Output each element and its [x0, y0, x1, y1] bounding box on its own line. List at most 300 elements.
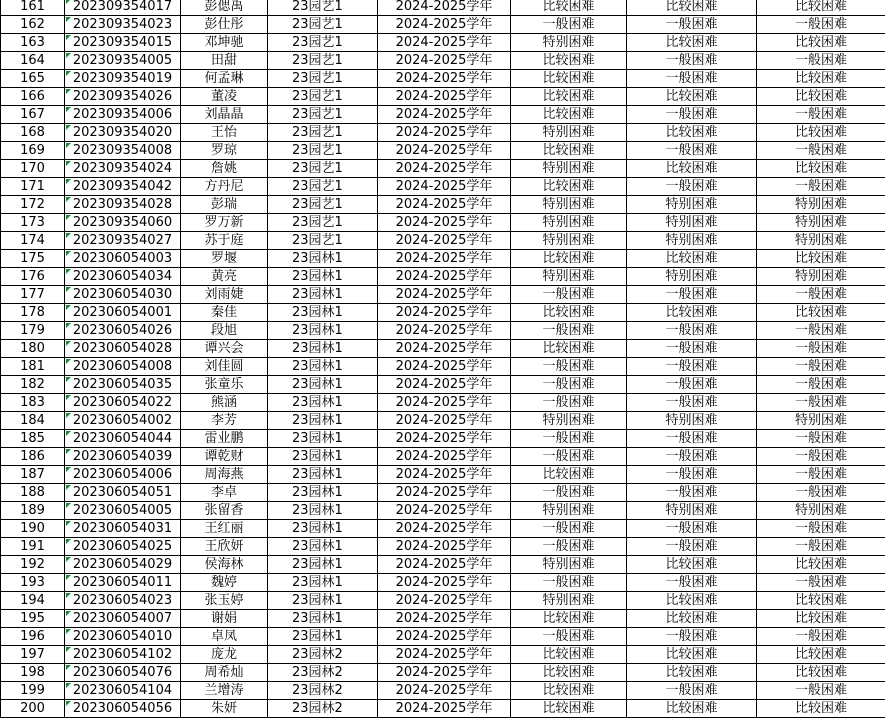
difficulty-level-2-cell[interactable]: 一般困难 [627, 682, 757, 700]
row-number-cell[interactable]: 173 [1, 214, 65, 232]
difficulty-level-2-cell[interactable]: 比较困难 [627, 646, 757, 664]
school-year-cell[interactable]: 2024-2025学年 [378, 106, 511, 124]
student-id-cell[interactable] [65, 412, 181, 430]
difficulty-level-2-cell[interactable]: 一般困难 [627, 340, 757, 358]
difficulty-level-3-cell[interactable]: 一般困难 [757, 466, 885, 484]
student-name-cell[interactable]: 彭仕彤 [181, 16, 268, 34]
class-cell[interactable]: 23园艺1 [268, 34, 378, 52]
school-year-cell[interactable]: 2024-2025学年 [378, 196, 511, 214]
school-year-cell[interactable]: 2024-2025学年 [378, 304, 511, 322]
row-number-cell[interactable]: 166 [1, 88, 65, 106]
difficulty-level-2-cell[interactable]: 一般困难 [627, 466, 757, 484]
student-id-cell[interactable] [65, 232, 181, 250]
school-year-cell[interactable]: 2024-2025学年 [378, 16, 511, 34]
difficulty-level-2-cell[interactable]: 一般困难 [627, 52, 757, 70]
student-id-cell[interactable] [65, 484, 181, 502]
row-number-cell[interactable]: 187 [1, 466, 65, 484]
difficulty-level-2-cell[interactable]: 一般困难 [627, 106, 757, 124]
difficulty-level-1-cell[interactable]: 比较困难 [511, 0, 627, 16]
class-cell[interactable]: 23园林1 [268, 304, 378, 322]
student-id-cell[interactable] [65, 250, 181, 268]
school-year-cell[interactable]: 2024-2025学年 [378, 0, 511, 16]
difficulty-level-3-cell[interactable]: 比较困难 [757, 610, 885, 628]
student-name-cell[interactable]: 张留香 [181, 502, 268, 520]
difficulty-level-2-cell[interactable]: 特别困难 [627, 214, 757, 232]
student-id-cell[interactable] [65, 160, 181, 178]
row-number-cell[interactable]: 184 [1, 412, 65, 430]
difficulty-level-1-cell[interactable]: 比较困难 [511, 646, 627, 664]
student-id-cell[interactable] [65, 538, 181, 556]
difficulty-level-1-cell[interactable]: 一般困难 [511, 430, 627, 448]
difficulty-level-2-cell[interactable]: 一般困难 [627, 574, 757, 592]
difficulty-level-3-cell[interactable]: 比较困难 [757, 646, 885, 664]
school-year-cell[interactable]: 2024-2025学年 [378, 682, 511, 700]
school-year-cell[interactable]: 2024-2025学年 [378, 412, 511, 430]
difficulty-level-2-cell[interactable]: 比较困难 [627, 160, 757, 178]
difficulty-level-2-cell[interactable]: 一般困难 [627, 628, 757, 646]
row-number-cell[interactable]: 164 [1, 52, 65, 70]
student-id-cell[interactable] [65, 646, 181, 664]
student-id-cell[interactable] [65, 502, 181, 520]
school-year-cell[interactable]: 2024-2025学年 [378, 70, 511, 88]
row-number-cell[interactable]: 176 [1, 268, 65, 286]
student-name-cell[interactable]: 李卓 [181, 484, 268, 502]
class-cell[interactable]: 23园林1 [268, 592, 378, 610]
student-id-cell[interactable] [65, 214, 181, 232]
student-id-cell[interactable] [65, 106, 181, 124]
student-name-cell[interactable]: 董凌 [181, 88, 268, 106]
row-number-cell[interactable]: 171 [1, 178, 65, 196]
school-year-cell[interactable]: 2024-2025学年 [378, 430, 511, 448]
difficulty-level-1-cell[interactable]: 一般困难 [511, 358, 627, 376]
student-id-cell[interactable] [65, 700, 181, 718]
difficulty-level-1-cell[interactable]: 比较困难 [511, 700, 627, 718]
difficulty-level-2-cell[interactable]: 一般困难 [627, 484, 757, 502]
school-year-cell[interactable]: 2024-2025学年 [378, 52, 511, 70]
school-year-cell[interactable]: 2024-2025学年 [378, 340, 511, 358]
difficulty-level-2-cell[interactable]: 一般困难 [627, 70, 757, 88]
student-id-cell[interactable] [65, 376, 181, 394]
difficulty-level-3-cell[interactable]: 特别困难 [757, 412, 885, 430]
difficulty-level-1-cell[interactable]: 比较困难 [511, 466, 627, 484]
student-id-cell[interactable] [65, 268, 181, 286]
difficulty-level-1-cell[interactable]: 比较困难 [511, 304, 627, 322]
school-year-cell[interactable]: 2024-2025学年 [378, 664, 511, 682]
difficulty-level-3-cell[interactable]: 特别困难 [757, 232, 885, 250]
difficulty-level-2-cell[interactable]: 一般困难 [627, 358, 757, 376]
difficulty-level-2-cell[interactable]: 一般困难 [627, 322, 757, 340]
difficulty-level-1-cell[interactable]: 特别困难 [511, 412, 627, 430]
difficulty-level-3-cell[interactable]: 一般困难 [757, 538, 885, 556]
row-number-cell[interactable]: 162 [1, 16, 65, 34]
difficulty-level-3-cell[interactable]: 一般困难 [757, 322, 885, 340]
difficulty-level-2-cell[interactable]: 一般困难 [627, 16, 757, 34]
class-cell[interactable]: 23园林1 [268, 268, 378, 286]
difficulty-level-2-cell[interactable]: 比较困难 [627, 664, 757, 682]
difficulty-level-3-cell[interactable]: 比较困难 [757, 700, 885, 718]
student-id-cell[interactable] [65, 34, 181, 52]
student-name-cell[interactable]: 卓凤 [181, 628, 268, 646]
student-id-cell[interactable] [65, 142, 181, 160]
class-cell[interactable]: 23园艺1 [268, 124, 378, 142]
difficulty-level-3-cell[interactable]: 一般困难 [757, 142, 885, 160]
class-cell[interactable]: 23园林1 [268, 628, 378, 646]
difficulty-level-3-cell[interactable]: 比较困难 [757, 34, 885, 52]
difficulty-level-2-cell[interactable]: 比较困难 [627, 124, 757, 142]
student-id-cell[interactable] [65, 574, 181, 592]
difficulty-level-1-cell[interactable]: 一般困难 [511, 286, 627, 304]
difficulty-level-1-cell[interactable]: 比较困难 [511, 106, 627, 124]
student-id-cell[interactable] [65, 16, 181, 34]
difficulty-level-3-cell[interactable]: 一般困难 [757, 628, 885, 646]
class-cell[interactable]: 23园林2 [268, 646, 378, 664]
student-id-cell[interactable] [65, 358, 181, 376]
row-number-cell[interactable]: 199 [1, 682, 65, 700]
student-id-cell[interactable] [65, 70, 181, 88]
difficulty-level-3-cell[interactable]: 一般困难 [757, 358, 885, 376]
row-number-cell[interactable]: 196 [1, 628, 65, 646]
class-cell[interactable]: 23园林1 [268, 610, 378, 628]
difficulty-level-1-cell[interactable]: 特别困难 [511, 160, 627, 178]
class-cell[interactable]: 23园林1 [268, 556, 378, 574]
difficulty-level-2-cell[interactable]: 一般困难 [627, 376, 757, 394]
class-cell[interactable]: 23园林1 [268, 430, 378, 448]
student-name-cell[interactable]: 罗万新 [181, 214, 268, 232]
row-number-cell[interactable]: 185 [1, 430, 65, 448]
student-name-cell[interactable]: 王欣妍 [181, 538, 268, 556]
student-id-cell[interactable] [65, 322, 181, 340]
class-cell[interactable]: 23园林2 [268, 682, 378, 700]
difficulty-level-3-cell[interactable]: 比较困难 [757, 592, 885, 610]
row-number-cell[interactable]: 189 [1, 502, 65, 520]
difficulty-level-3-cell[interactable]: 一般困难 [757, 484, 885, 502]
difficulty-level-1-cell[interactable]: 特别困难 [511, 502, 627, 520]
school-year-cell[interactable]: 2024-2025学年 [378, 142, 511, 160]
difficulty-level-1-cell[interactable]: 一般困难 [511, 484, 627, 502]
student-id-cell[interactable] [65, 466, 181, 484]
difficulty-level-3-cell[interactable]: 比较困难 [757, 0, 885, 16]
difficulty-level-2-cell[interactable]: 比较困难 [627, 250, 757, 268]
difficulty-level-3-cell[interactable]: 一般困难 [757, 178, 885, 196]
school-year-cell[interactable]: 2024-2025学年 [378, 502, 511, 520]
difficulty-level-3-cell[interactable]: 一般困难 [757, 340, 885, 358]
difficulty-level-1-cell[interactable]: 一般困难 [511, 520, 627, 538]
difficulty-level-2-cell[interactable]: 比较困难 [627, 700, 757, 718]
row-number-cell[interactable]: 179 [1, 322, 65, 340]
class-cell[interactable]: 23园林2 [268, 700, 378, 718]
class-cell[interactable]: 23园林1 [268, 466, 378, 484]
difficulty-level-1-cell[interactable]: 特别困难 [511, 592, 627, 610]
school-year-cell[interactable]: 2024-2025学年 [378, 34, 511, 52]
row-number-cell[interactable]: 170 [1, 160, 65, 178]
difficulty-level-2-cell[interactable]: 特别困难 [627, 412, 757, 430]
school-year-cell[interactable]: 2024-2025学年 [378, 538, 511, 556]
difficulty-level-2-cell[interactable]: 一般困难 [627, 286, 757, 304]
difficulty-level-1-cell[interactable]: 特别困难 [511, 196, 627, 214]
student-id-cell[interactable] [65, 664, 181, 682]
class-cell[interactable]: 23园林1 [268, 322, 378, 340]
row-number-cell[interactable]: 178 [1, 304, 65, 322]
class-cell[interactable]: 23园林1 [268, 538, 378, 556]
difficulty-level-1-cell[interactable]: 比较困难 [511, 52, 627, 70]
student-name-cell[interactable]: 王怡 [181, 124, 268, 142]
class-cell[interactable]: 23园艺1 [268, 106, 378, 124]
school-year-cell[interactable]: 2024-2025学年 [378, 322, 511, 340]
difficulty-level-3-cell[interactable]: 比较困难 [757, 556, 885, 574]
difficulty-level-1-cell[interactable]: 特别困难 [511, 556, 627, 574]
student-name-cell[interactable]: 谭兴会 [181, 340, 268, 358]
row-number-cell[interactable]: 191 [1, 538, 65, 556]
row-number-cell[interactable]: 181 [1, 358, 65, 376]
student-id-cell[interactable] [65, 178, 181, 196]
student-id-cell[interactable] [65, 124, 181, 142]
student-id-cell[interactable] [65, 556, 181, 574]
school-year-cell[interactable]: 2024-2025学年 [378, 448, 511, 466]
class-cell[interactable]: 23园林1 [268, 394, 378, 412]
difficulty-level-3-cell[interactable]: 一般困难 [757, 574, 885, 592]
difficulty-level-3-cell[interactable]: 比较困难 [757, 250, 885, 268]
class-cell[interactable]: 23园艺1 [268, 160, 378, 178]
school-year-cell[interactable]: 2024-2025学年 [378, 394, 511, 412]
difficulty-level-1-cell[interactable]: 一般困难 [511, 394, 627, 412]
student-id-cell[interactable] [65, 682, 181, 700]
class-cell[interactable]: 23园艺1 [268, 196, 378, 214]
school-year-cell[interactable]: 2024-2025学年 [378, 376, 511, 394]
class-cell[interactable]: 23园艺1 [268, 16, 378, 34]
student-name-cell[interactable]: 张童乐 [181, 376, 268, 394]
difficulty-level-2-cell[interactable]: 比较困难 [627, 610, 757, 628]
student-id-cell[interactable] [65, 196, 181, 214]
school-year-cell[interactable]: 2024-2025学年 [378, 592, 511, 610]
difficulty-level-2-cell[interactable]: 特别困难 [627, 196, 757, 214]
difficulty-level-3-cell[interactable]: 特别困难 [757, 196, 885, 214]
difficulty-level-1-cell[interactable]: 比较困难 [511, 664, 627, 682]
school-year-cell[interactable]: 2024-2025学年 [378, 214, 511, 232]
row-number-cell[interactable]: 197 [1, 646, 65, 664]
class-cell[interactable]: 23园艺1 [268, 88, 378, 106]
student-id-cell[interactable] [65, 0, 181, 16]
difficulty-level-2-cell[interactable]: 特别困难 [627, 268, 757, 286]
row-number-cell[interactable]: 165 [1, 70, 65, 88]
student-id-cell[interactable] [65, 592, 181, 610]
school-year-cell[interactable]: 2024-2025学年 [378, 268, 511, 286]
class-cell[interactable]: 23园林1 [268, 484, 378, 502]
difficulty-level-1-cell[interactable]: 比较困难 [511, 610, 627, 628]
difficulty-level-3-cell[interactable]: 比较困难 [757, 88, 885, 106]
class-cell[interactable]: 23园艺1 [268, 0, 378, 16]
difficulty-level-3-cell[interactable]: 一般困难 [757, 682, 885, 700]
row-number-cell[interactable]: 172 [1, 196, 65, 214]
school-year-cell[interactable]: 2024-2025学年 [378, 574, 511, 592]
class-cell[interactable]: 23园林1 [268, 574, 378, 592]
class-cell[interactable]: 23园林1 [268, 286, 378, 304]
student-id-cell[interactable] [65, 340, 181, 358]
school-year-cell[interactable]: 2024-2025学年 [378, 232, 511, 250]
difficulty-level-1-cell[interactable]: 比较困难 [511, 178, 627, 196]
student-name-cell[interactable]: 方丹尼 [181, 178, 268, 196]
school-year-cell[interactable]: 2024-2025学年 [378, 358, 511, 376]
class-cell[interactable]: 23园艺1 [268, 178, 378, 196]
difficulty-level-3-cell[interactable]: 比较困难 [757, 70, 885, 88]
difficulty-level-2-cell[interactable]: 比较困难 [627, 592, 757, 610]
student-name-cell[interactable]: 周海燕 [181, 466, 268, 484]
difficulty-level-3-cell[interactable]: 一般困难 [757, 520, 885, 538]
student-name-cell[interactable]: 李芳 [181, 412, 268, 430]
row-number-cell[interactable]: 163 [1, 34, 65, 52]
student-id-cell[interactable] [65, 394, 181, 412]
class-cell[interactable]: 23园林1 [268, 520, 378, 538]
school-year-cell[interactable]: 2024-2025学年 [378, 700, 511, 718]
difficulty-level-1-cell[interactable]: 特别困难 [511, 214, 627, 232]
row-number-cell[interactable]: 167 [1, 106, 65, 124]
student-name-cell[interactable]: 秦佳 [181, 304, 268, 322]
student-name-cell[interactable]: 彭偲禹 [181, 0, 268, 16]
class-cell[interactable]: 23园林1 [268, 340, 378, 358]
row-number-cell[interactable]: 180 [1, 340, 65, 358]
school-year-cell[interactable]: 2024-2025学年 [378, 160, 511, 178]
school-year-cell[interactable]: 2024-2025学年 [378, 610, 511, 628]
student-name-cell[interactable]: 邓坤驰 [181, 34, 268, 52]
school-year-cell[interactable]: 2024-2025学年 [378, 286, 511, 304]
class-cell[interactable]: 23园林1 [268, 358, 378, 376]
difficulty-level-3-cell[interactable]: 比较困难 [757, 664, 885, 682]
school-year-cell[interactable]: 2024-2025学年 [378, 178, 511, 196]
difficulty-level-2-cell[interactable]: 一般困难 [627, 394, 757, 412]
class-cell[interactable]: 23园林1 [268, 448, 378, 466]
difficulty-level-3-cell[interactable]: 一般困难 [757, 16, 885, 34]
class-cell[interactable]: 23园艺1 [268, 232, 378, 250]
school-year-cell[interactable]: 2024-2025学年 [378, 88, 511, 106]
difficulty-level-3-cell[interactable]: 一般困难 [757, 376, 885, 394]
school-year-cell[interactable]: 2024-2025学年 [378, 124, 511, 142]
student-name-cell[interactable]: 魏婷 [181, 574, 268, 592]
student-name-cell[interactable]: 侯海林 [181, 556, 268, 574]
row-number-cell[interactable]: 186 [1, 448, 65, 466]
row-number-cell[interactable]: 174 [1, 232, 65, 250]
student-id-cell[interactable] [65, 610, 181, 628]
class-cell[interactable]: 23园艺1 [268, 214, 378, 232]
student-name-cell[interactable]: 何孟琳 [181, 70, 268, 88]
difficulty-level-1-cell[interactable]: 特别困难 [511, 268, 627, 286]
student-name-cell[interactable]: 朱妍 [181, 700, 268, 718]
difficulty-level-2-cell[interactable]: 特别困难 [627, 232, 757, 250]
student-name-cell[interactable]: 熊涵 [181, 394, 268, 412]
difficulty-level-1-cell[interactable]: 一般困难 [511, 574, 627, 592]
difficulty-level-2-cell[interactable]: 特别困难 [627, 502, 757, 520]
difficulty-level-2-cell[interactable]: 一般困难 [627, 538, 757, 556]
difficulty-level-3-cell[interactable]: 一般困难 [757, 430, 885, 448]
difficulty-level-2-cell[interactable]: 一般困难 [627, 448, 757, 466]
difficulty-level-1-cell[interactable]: 比较困难 [511, 70, 627, 88]
student-id-cell[interactable] [65, 52, 181, 70]
student-name-cell[interactable]: 庞龙 [181, 646, 268, 664]
class-cell[interactable]: 23园林1 [268, 502, 378, 520]
student-name-cell[interactable]: 刘晶晶 [181, 106, 268, 124]
class-cell[interactable]: 23园艺1 [268, 70, 378, 88]
difficulty-level-2-cell[interactable]: 比较困难 [627, 556, 757, 574]
row-number-cell[interactable]: 200 [1, 700, 65, 718]
student-id-cell[interactable] [65, 628, 181, 646]
school-year-cell[interactable]: 2024-2025学年 [378, 646, 511, 664]
student-id-cell[interactable] [65, 520, 181, 538]
difficulty-level-1-cell[interactable]: 比较困难 [511, 250, 627, 268]
difficulty-level-3-cell[interactable]: 比较困难 [757, 160, 885, 178]
student-name-cell[interactable]: 罗琼 [181, 142, 268, 160]
row-number-cell[interactable]: 188 [1, 484, 65, 502]
row-number-cell[interactable]: 198 [1, 664, 65, 682]
row-number-cell[interactable]: 190 [1, 520, 65, 538]
student-name-cell[interactable]: 谭乾财 [181, 448, 268, 466]
difficulty-level-1-cell[interactable]: 特别困难 [511, 232, 627, 250]
difficulty-level-1-cell[interactable]: 比较困难 [511, 682, 627, 700]
difficulty-level-1-cell[interactable]: 特别困难 [511, 34, 627, 52]
difficulty-level-3-cell[interactable]: 特别困难 [757, 502, 885, 520]
difficulty-level-2-cell[interactable]: 一般困难 [627, 520, 757, 538]
school-year-cell[interactable]: 2024-2025学年 [378, 250, 511, 268]
school-year-cell[interactable]: 2024-2025学年 [378, 484, 511, 502]
difficulty-level-3-cell[interactable]: 特别困难 [757, 268, 885, 286]
difficulty-level-2-cell[interactable]: 比较困难 [627, 0, 757, 16]
school-year-cell[interactable]: 2024-2025学年 [378, 556, 511, 574]
class-cell[interactable]: 23园艺1 [268, 52, 378, 70]
student-id-cell[interactable] [65, 448, 181, 466]
difficulty-level-3-cell[interactable]: 比较困难 [757, 124, 885, 142]
class-cell[interactable]: 23园林1 [268, 250, 378, 268]
difficulty-level-3-cell[interactable]: 一般困难 [757, 448, 885, 466]
student-name-cell[interactable]: 罗堰 [181, 250, 268, 268]
difficulty-level-1-cell[interactable]: 比较困难 [511, 340, 627, 358]
row-number-cell[interactable]: 194 [1, 592, 65, 610]
row-number-cell[interactable]: 195 [1, 610, 65, 628]
difficulty-level-1-cell[interactable]: 一般困难 [511, 538, 627, 556]
difficulty-level-2-cell[interactable]: 比较困难 [627, 34, 757, 52]
student-name-cell[interactable]: 雷业鹏 [181, 430, 268, 448]
student-name-cell[interactable]: 田甜 [181, 52, 268, 70]
student-name-cell[interactable]: 周希灿 [181, 664, 268, 682]
school-year-cell[interactable]: 2024-2025学年 [378, 466, 511, 484]
row-number-cell[interactable]: 169 [1, 142, 65, 160]
class-cell[interactable]: 23园林1 [268, 376, 378, 394]
difficulty-level-3-cell[interactable]: 一般困难 [757, 106, 885, 124]
difficulty-level-3-cell[interactable]: 一般困难 [757, 286, 885, 304]
difficulty-level-2-cell[interactable]: 比较困难 [627, 88, 757, 106]
difficulty-level-2-cell[interactable]: 一般困难 [627, 178, 757, 196]
difficulty-level-3-cell[interactable]: 特别困难 [757, 214, 885, 232]
student-name-cell[interactable]: 段旭 [181, 322, 268, 340]
student-name-cell[interactable]: 黄亮 [181, 268, 268, 286]
difficulty-level-1-cell[interactable]: 一般困难 [511, 322, 627, 340]
student-name-cell[interactable]: 苏于庭 [181, 232, 268, 250]
student-name-cell[interactable]: 刘佳圆 [181, 358, 268, 376]
school-year-cell[interactable]: 2024-2025学年 [378, 628, 511, 646]
row-number-cell[interactable]: 168 [1, 124, 65, 142]
student-id-cell[interactable] [65, 88, 181, 106]
row-number-cell[interactable]: 177 [1, 286, 65, 304]
difficulty-level-1-cell[interactable]: 一般困难 [511, 376, 627, 394]
student-id-cell[interactable] [65, 430, 181, 448]
row-number-cell[interactable]: 175 [1, 250, 65, 268]
difficulty-level-1-cell[interactable]: 一般困难 [511, 628, 627, 646]
difficulty-level-2-cell[interactable]: 一般困难 [627, 430, 757, 448]
student-name-cell[interactable]: 詹姚 [181, 160, 268, 178]
difficulty-level-1-cell[interactable]: 比较困难 [511, 88, 627, 106]
row-number-cell[interactable]: 161 [1, 0, 65, 16]
row-number-cell[interactable]: 182 [1, 376, 65, 394]
difficulty-level-1-cell[interactable]: 特别困难 [511, 124, 627, 142]
difficulty-level-2-cell[interactable]: 比较困难 [627, 304, 757, 322]
difficulty-level-1-cell[interactable]: 一般困难 [511, 16, 627, 34]
student-name-cell[interactable]: 兰增涛 [181, 682, 268, 700]
